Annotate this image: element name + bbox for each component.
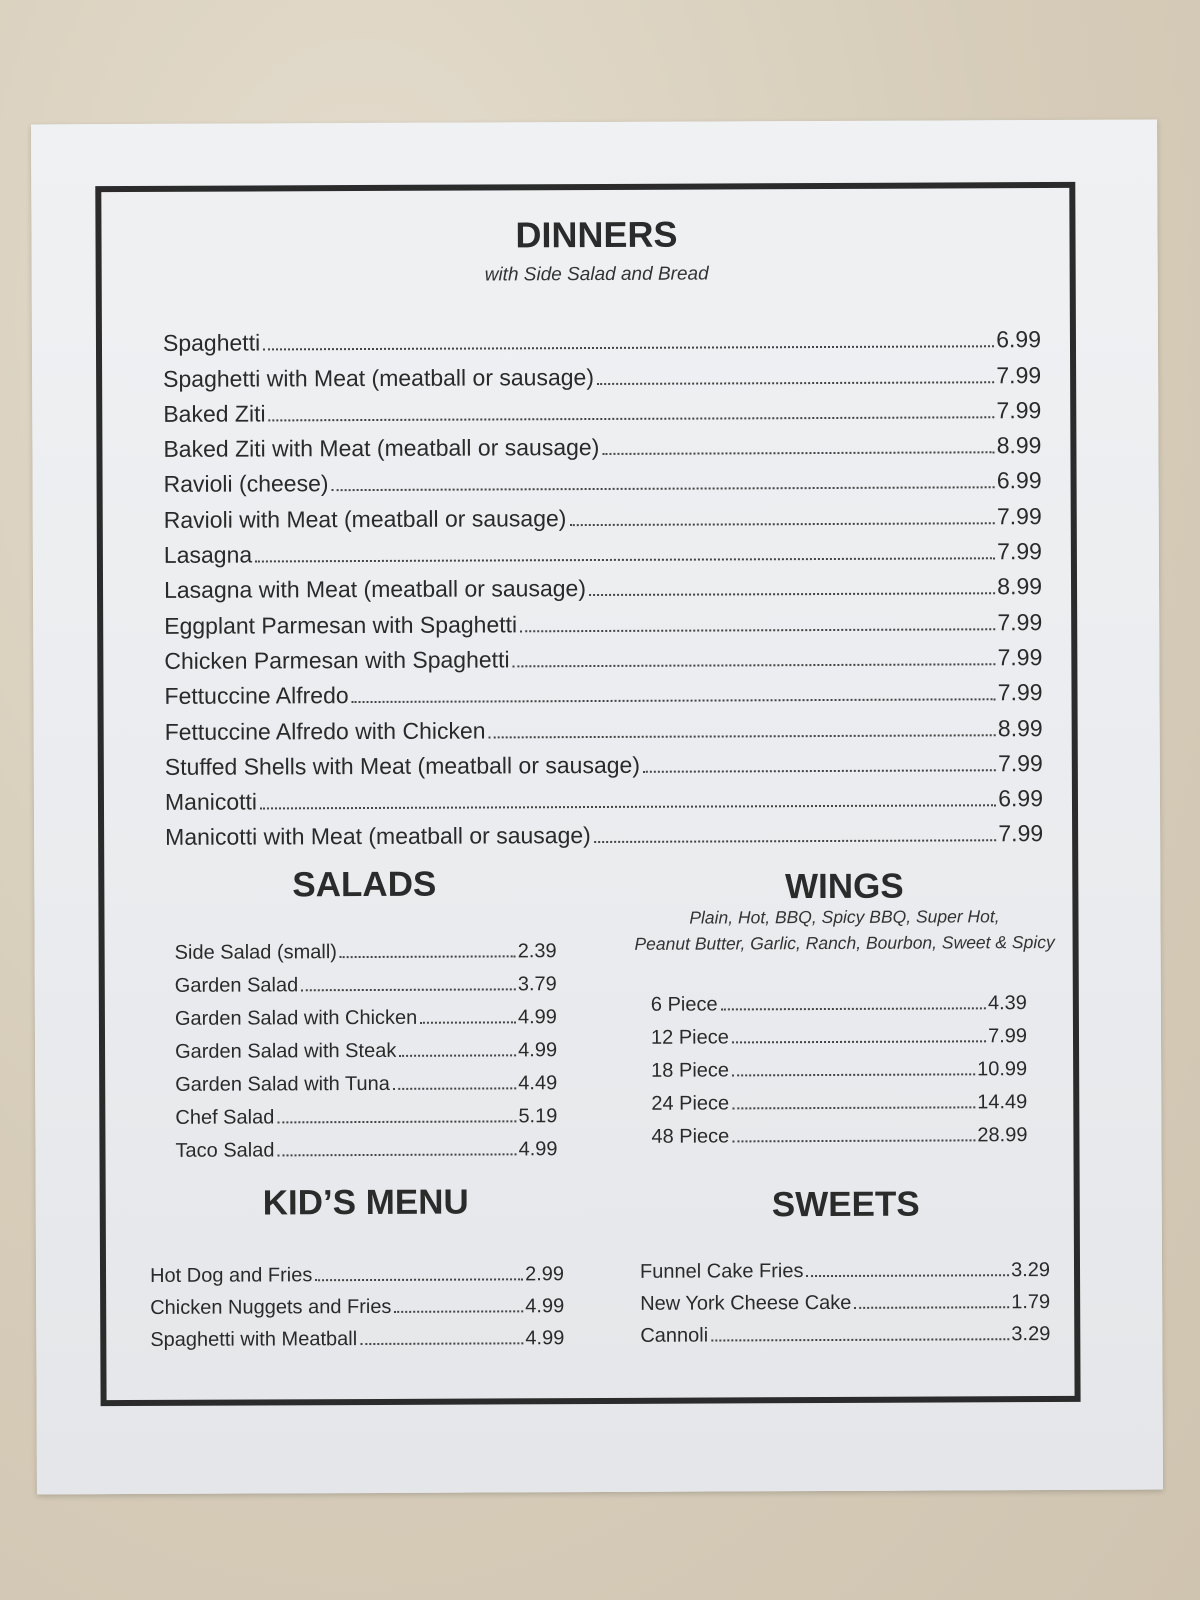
item-price: 2.39 bbox=[517, 940, 557, 963]
item-price: 4.99 bbox=[518, 1138, 558, 1161]
item-price: 4.99 bbox=[525, 1327, 565, 1350]
item-price: 7.99 bbox=[997, 538, 1042, 565]
menu-item bbox=[175, 930, 557, 965]
menu-item bbox=[175, 1029, 557, 1064]
menu-item bbox=[640, 1314, 1050, 1348]
item-price: 7.99 bbox=[988, 1025, 1028, 1048]
menu-item bbox=[175, 1128, 557, 1163]
menu-item bbox=[164, 530, 1042, 569]
dot-leader bbox=[269, 416, 995, 421]
kids-heading: KID’S MENU bbox=[262, 1182, 469, 1223]
dot-leader bbox=[489, 734, 996, 738]
item-name: Garden Salad with Chicken bbox=[174, 1006, 418, 1030]
menu-item bbox=[165, 812, 1043, 851]
item-price: 2.99 bbox=[525, 1263, 565, 1286]
item-price: 3.79 bbox=[517, 973, 557, 996]
menu-item bbox=[640, 1282, 1050, 1316]
menu-item bbox=[163, 389, 1041, 428]
menu-item bbox=[651, 982, 1027, 1017]
item-name: Chicken Nuggets and Fries bbox=[150, 1295, 392, 1319]
item-name: Fettuccine Alfredo with Chicken bbox=[164, 717, 486, 745]
item-name: Cannoli bbox=[640, 1324, 709, 1347]
item-price: 5.19 bbox=[518, 1105, 558, 1128]
dot-leader bbox=[643, 769, 996, 773]
item-price: 7.99 bbox=[997, 749, 1043, 777]
item-name: 48 Piece bbox=[651, 1125, 730, 1148]
dinners-list bbox=[163, 318, 1043, 851]
menu-item bbox=[165, 742, 1043, 781]
menu-item bbox=[150, 1286, 564, 1320]
menu-item bbox=[150, 1318, 564, 1352]
dot-leader bbox=[332, 487, 995, 492]
wings-heading: WINGS bbox=[784, 866, 904, 907]
dot-leader bbox=[277, 1120, 516, 1123]
dot-leader bbox=[589, 593, 995, 597]
dot-leader bbox=[520, 628, 995, 632]
item-name: Garden Salad with Steak bbox=[175, 1039, 397, 1063]
dot-leader bbox=[806, 1274, 1009, 1277]
item-name: Taco Salad bbox=[175, 1139, 275, 1162]
menu-item bbox=[651, 1081, 1027, 1116]
menu-item bbox=[651, 1015, 1027, 1050]
item-name: Stuffed Shells with Meat (meatball or sausage) bbox=[164, 751, 641, 780]
item-name: Spaghetti with Meatball bbox=[150, 1328, 358, 1351]
menu-item bbox=[165, 777, 1043, 816]
item-name: Manicotti with Meat (meatball or sausage) bbox=[165, 822, 591, 851]
menu-item bbox=[164, 636, 1042, 675]
dot-leader bbox=[399, 1054, 516, 1057]
dot-leader bbox=[340, 955, 516, 958]
item-name: Garden Salad bbox=[174, 974, 299, 997]
item-name: Spaghetti with Meat (meatball or sausage) bbox=[163, 363, 595, 392]
item-price: 14.49 bbox=[977, 1091, 1028, 1114]
dot-leader bbox=[721, 1007, 986, 1010]
item-price: 7.99 bbox=[996, 502, 1042, 530]
dot-leader bbox=[263, 346, 994, 351]
item-name: Lasagna bbox=[163, 541, 253, 568]
dinners-heading: DINNERS bbox=[515, 213, 678, 256]
menu-item bbox=[175, 996, 557, 1031]
item-name: Garden Salad with Tuna bbox=[175, 1072, 390, 1096]
item-price: 6.99 bbox=[996, 326, 1042, 353]
menu-item bbox=[164, 565, 1042, 604]
item-price: 7.99 bbox=[997, 679, 1043, 706]
wings-flavors-line2: Peanut Butter, Garlic, Ranch, Bourbon, Sweet & Spicy bbox=[634, 932, 1055, 954]
item-name: Chef Salad bbox=[175, 1106, 275, 1129]
dot-leader bbox=[602, 451, 994, 455]
menu-item bbox=[164, 600, 1042, 639]
menu-item bbox=[163, 318, 1041, 357]
dot-leader bbox=[394, 1310, 523, 1313]
sweets-list bbox=[640, 1250, 1050, 1348]
dot-leader bbox=[420, 1021, 516, 1023]
item-price: 7.99 bbox=[997, 608, 1043, 635]
item-name: Hot Dog and Fries bbox=[149, 1264, 313, 1287]
item-price: 4.99 bbox=[518, 1039, 558, 1062]
dot-leader bbox=[569, 522, 995, 526]
dot-leader bbox=[732, 1040, 986, 1043]
item-price: 28.99 bbox=[977, 1124, 1028, 1147]
menu-item bbox=[163, 353, 1041, 392]
item-price: 7.99 bbox=[996, 396, 1042, 424]
wings-list bbox=[651, 982, 1028, 1149]
item-name: 12 Piece bbox=[650, 1026, 729, 1049]
salads-heading: SALADS bbox=[292, 864, 437, 905]
dot-leader bbox=[513, 663, 996, 667]
item-price: 3.29 bbox=[1011, 1323, 1051, 1346]
item-name: Spaghetti bbox=[162, 329, 261, 357]
item-price: 4.49 bbox=[518, 1072, 558, 1095]
menu-item bbox=[175, 1095, 557, 1130]
dinners-subtitle: with Side Salad and Bread bbox=[484, 263, 709, 286]
item-name: Baked Ziti with Meat (meatball or sausage) bbox=[163, 434, 600, 463]
item-name: Eggplant Parmesan with Spaghetti bbox=[164, 611, 518, 639]
item-price: 4.99 bbox=[517, 1006, 557, 1029]
dot-leader bbox=[255, 557, 995, 562]
item-price: 6.99 bbox=[998, 785, 1044, 812]
item-name: 24 Piece bbox=[651, 1092, 730, 1115]
dot-leader bbox=[360, 1342, 523, 1345]
menu-page bbox=[31, 120, 1163, 1495]
menu-item bbox=[163, 424, 1041, 463]
item-price: 10.99 bbox=[977, 1058, 1028, 1081]
menu-item bbox=[165, 706, 1043, 745]
item-name: Manicotti bbox=[164, 788, 258, 816]
item-name: Ravioli with Meat (meatball or sausage) bbox=[163, 504, 567, 533]
item-name: Ravioli (cheese) bbox=[163, 470, 329, 498]
item-name: 6 Piece bbox=[650, 993, 718, 1016]
item-name: Fettuccine Alfredo bbox=[164, 682, 349, 710]
dot-leader bbox=[260, 804, 996, 809]
item-price: 8.99 bbox=[997, 573, 1043, 600]
item-name: Chicken Parmesan with Spaghetti bbox=[164, 646, 510, 674]
item-price: 6.99 bbox=[996, 467, 1042, 494]
item-name: Lasagna with Meat (meatball or sausage) bbox=[163, 575, 587, 604]
item-name: Side Salad (small) bbox=[174, 941, 337, 964]
item-price: 8.99 bbox=[997, 714, 1043, 741]
sweets-heading: SWEETS bbox=[771, 1184, 920, 1225]
item-name: Baked Ziti bbox=[163, 400, 266, 427]
menu-item bbox=[640, 1250, 1050, 1284]
salads-list bbox=[175, 930, 558, 1163]
item-price: 1.79 bbox=[1011, 1291, 1051, 1314]
dot-leader bbox=[732, 1073, 975, 1076]
item-name: New York Cheese Cake bbox=[640, 1291, 852, 1315]
item-price: 4.99 bbox=[525, 1295, 565, 1318]
dot-leader bbox=[854, 1306, 1009, 1309]
dot-leader bbox=[277, 1153, 516, 1156]
item-price: 4.39 bbox=[987, 992, 1027, 1015]
dot-leader bbox=[732, 1139, 975, 1142]
item-price: 3.29 bbox=[1011, 1259, 1051, 1282]
menu-item bbox=[175, 1062, 557, 1097]
menu-item bbox=[163, 459, 1041, 498]
wings-flavors-line1: Plain, Hot, BBQ, Spicy BBQ, Super Hot, bbox=[689, 906, 1000, 928]
kids-list bbox=[150, 1254, 564, 1352]
menu-item bbox=[164, 495, 1042, 534]
item-name: 18 Piece bbox=[651, 1059, 730, 1082]
dot-leader bbox=[352, 699, 996, 704]
dot-leader bbox=[711, 1338, 1009, 1341]
menu-item bbox=[164, 671, 1042, 710]
dot-leader bbox=[393, 1087, 516, 1090]
item-name: Funnel Cake Fries bbox=[639, 1260, 804, 1283]
dot-leader bbox=[315, 1278, 523, 1281]
menu-item bbox=[651, 1114, 1027, 1149]
item-price: 8.99 bbox=[996, 432, 1042, 459]
item-price: 7.99 bbox=[996, 361, 1042, 388]
menu-item bbox=[651, 1048, 1027, 1083]
dot-leader bbox=[732, 1106, 975, 1109]
item-price: 7.99 bbox=[997, 644, 1043, 671]
dot-leader bbox=[301, 988, 516, 991]
dot-leader bbox=[597, 381, 994, 385]
item-price: 7.99 bbox=[998, 820, 1044, 847]
dot-leader bbox=[594, 840, 997, 844]
menu-item bbox=[175, 963, 557, 998]
menu-item bbox=[150, 1254, 564, 1288]
